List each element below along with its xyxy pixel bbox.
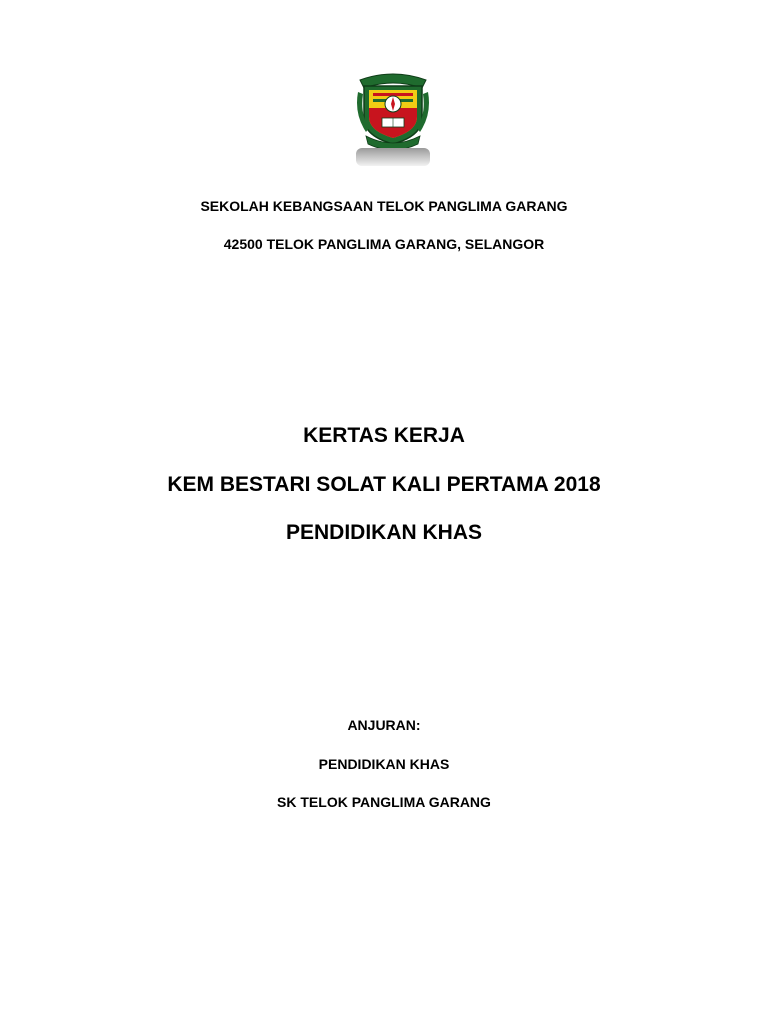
school-address: 42500 TELOK PANGLIMA GARANG, SELANGOR	[223, 236, 545, 252]
organizer-label: ANJURAN:	[347, 717, 421, 733]
organizer-school: SK TELOK PANGLIMA GARANG	[277, 794, 491, 810]
department-title: PENDIDIKAN KHAS	[285, 521, 482, 544]
school-crest-icon	[352, 70, 434, 170]
event-title: KEM BESTARI SOLAT KALI PERTAMA 2018	[167, 473, 601, 496]
document-title: KERTAS KERJA	[303, 424, 465, 447]
school-crest-logo	[352, 70, 434, 170]
school-name: SEKOLAH KEBANGSAAN TELOK PANGLIMA GARANG	[200, 198, 568, 214]
organizer-unit: PENDIDIKAN KHAS	[318, 756, 450, 772]
